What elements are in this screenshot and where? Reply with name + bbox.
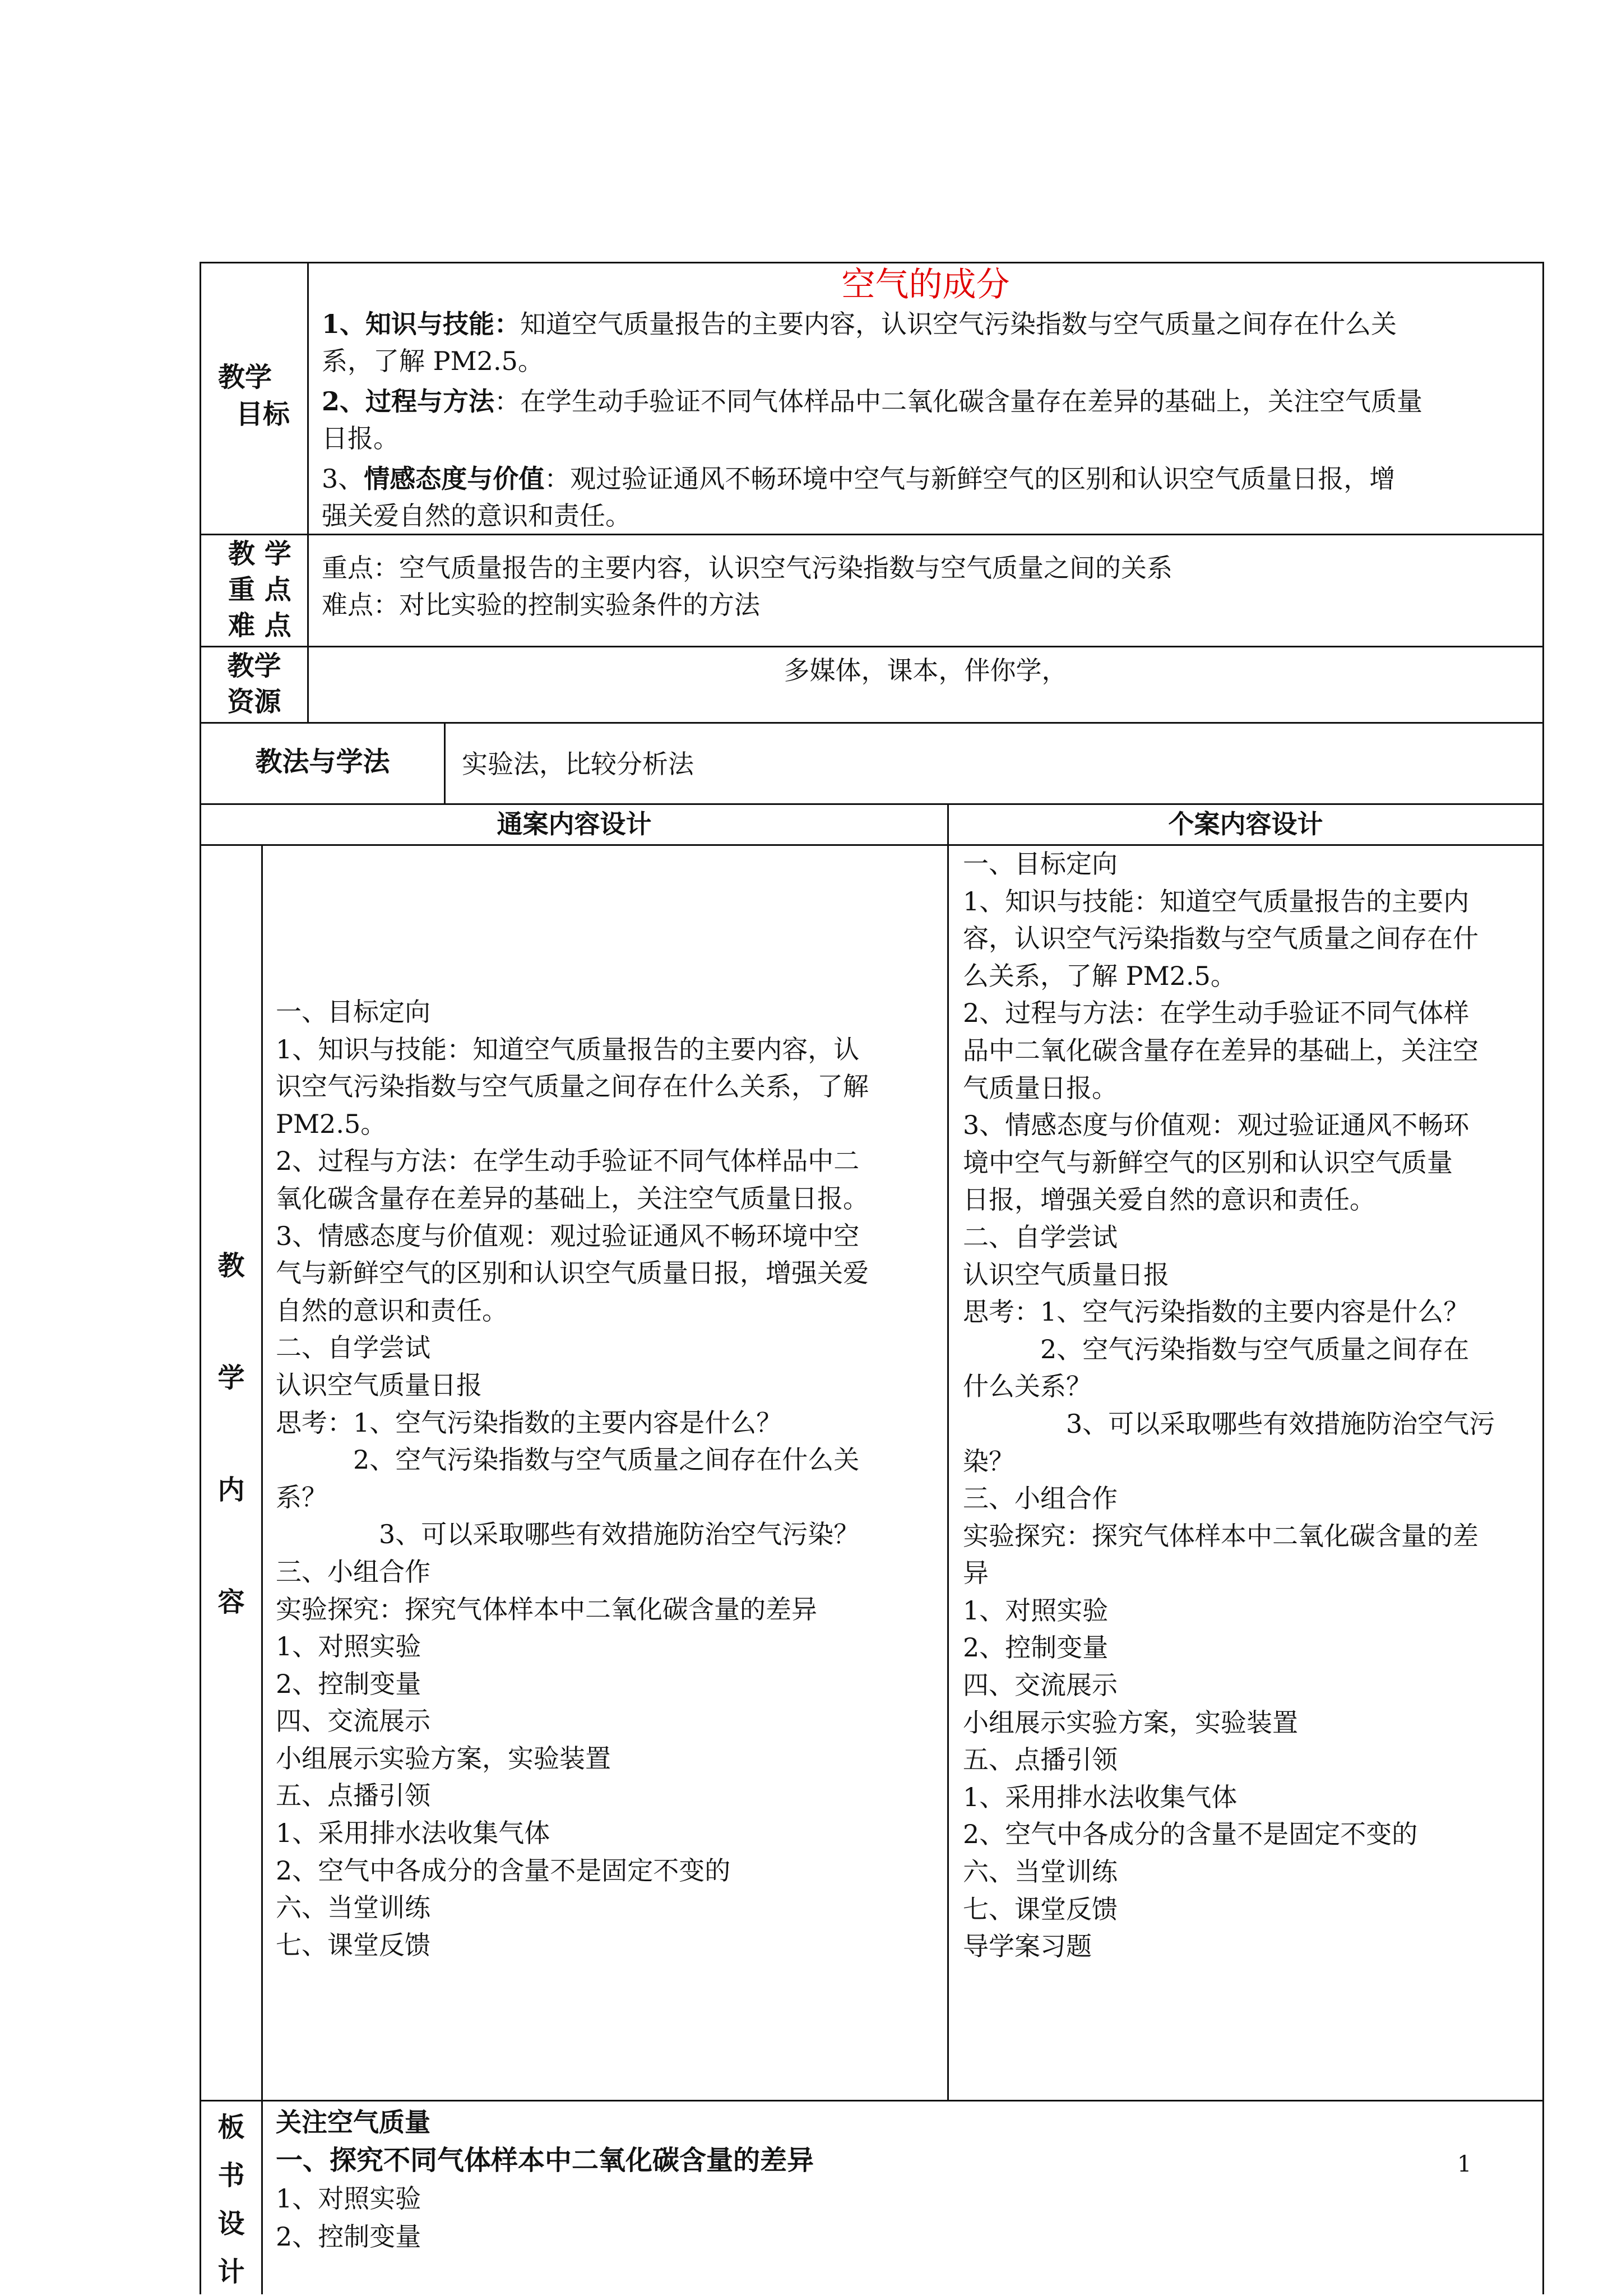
individual-line: 三、小组合作	[963, 1483, 1118, 1514]
board-label-char-2: 书	[217, 2160, 245, 2191]
individual-line: 1、对照实验	[963, 1595, 1109, 1626]
label-col-divider-bottom	[261, 844, 263, 2294]
individual-line: 3、情感态度与价值观：观过验证通风不畅环	[963, 1110, 1470, 1141]
general-line: 3、情感态度与价值观：观过验证通风不畅环境中空	[276, 1220, 860, 1251]
individual-line: 日报，增强关爱自然的意识和责任。	[963, 1184, 1375, 1215]
individual-line: 六、当堂训练	[963, 1857, 1118, 1887]
board-line: 2、控制变量	[276, 2221, 421, 2252]
board-label-char-4: 计	[217, 2256, 245, 2288]
key-points-text	[322, 549, 1538, 623]
general-line: 七、课堂反馈	[276, 1929, 430, 1960]
individual-line: 2、控制变量	[963, 1632, 1109, 1663]
resources-text: 多媒体，课本，伴你学，	[784, 655, 1068, 686]
focus-point: 重点：空气质量报告的主要内容，认识空气污染指数与空气质量之间的关系	[322, 553, 1173, 583]
general-line: 一、目标定向	[276, 997, 430, 1027]
individual-line: 2、空气污染指数与空气质量之间存在	[963, 1334, 1470, 1364]
general-line: 三、小组合作	[276, 1556, 430, 1587]
individual-line: 1、采用排水法收集气体	[963, 1781, 1238, 1812]
board-label-char-1: 板	[217, 2112, 245, 2143]
page-number: 1	[1457, 2151, 1472, 2177]
individual-line: 导学案习题	[963, 1931, 1092, 1962]
individual-line: 2、空气中各成分的含量不是固定不变的	[963, 1819, 1418, 1850]
row-divider-3	[200, 722, 1544, 724]
general-line: 2、控制变量	[276, 1668, 421, 1699]
general-line: 氧化碳含量存在差异的基础上，关注空气质量日报。	[276, 1183, 869, 1214]
methods-col-divider	[444, 722, 446, 804]
individual-line: 1、知识与技能：知道空气质量报告的主要内	[963, 886, 1470, 916]
content-label-char-3: 内	[217, 1474, 245, 1506]
board-label-char-3: 设	[217, 2208, 245, 2239]
content-label-char-1: 教	[217, 1250, 245, 1281]
key-points-label-line-2: 重 点	[228, 574, 291, 605]
individual-line: 四、交流展示	[963, 1670, 1118, 1701]
individual-line: 七、课堂反馈	[963, 1894, 1118, 1924]
objective-2: 2、过程与方法：在学生动手验证不同气体样品中二氧化碳含量存在差异的基础上，关注空气质量	[322, 386, 1423, 416]
general-line: PM2.5。	[276, 1108, 387, 1139]
objective-3-cont: 强关爱自然的意识和责任。	[322, 501, 631, 531]
general-line: 1、采用排水法收集气体	[276, 1818, 550, 1849]
individual-line: 小组展示实验方案，实验装置	[963, 1707, 1298, 1738]
general-line: 六、当堂训练	[276, 1892, 430, 1923]
key-points-label	[201, 536, 307, 644]
individual-line: 二、自学尝试	[963, 1221, 1118, 1252]
individual-line: 认识空气质量日报	[963, 1259, 1169, 1290]
content-label	[201, 1247, 261, 1621]
methods-text: 实验法，比较分析法	[462, 749, 694, 779]
individual-line: 实验探究：探究气体样本中二氧化碳含量的差	[963, 1520, 1479, 1551]
objective-1: 1、知识与技能：知道空气质量报告的主要内容，认识空气污染指数与空气质量之间存在什么关	[322, 309, 1397, 339]
individual-line: 五、点播引领	[963, 1744, 1118, 1775]
individual-line: 容，认识空气污染指数与空气质量之间存在什	[963, 923, 1479, 954]
methods-label: 教法与学法	[255, 746, 390, 777]
general-line: 3、可以采取哪些有效措施防治空气污染？	[276, 1519, 860, 1550]
general-line: 气与新鲜空气的区别和认识空气质量日报，增强关爱	[276, 1258, 869, 1289]
general-line: 认识空气质量日报	[276, 1369, 482, 1400]
key-points-label-line-1: 教 学	[228, 538, 291, 570]
individual-line: 染？	[963, 1446, 1014, 1476]
general-line: 1、对照实验	[276, 1631, 421, 1662]
difficulty-point: 难点：对比实验的控制实验条件的方法	[322, 590, 760, 620]
objectives-label-line-1: 教学	[218, 362, 272, 393]
objective-2-cont: 日报。	[322, 423, 399, 453]
individual-line: 什么关系？	[963, 1371, 1092, 1402]
objectives-label	[201, 359, 307, 433]
individual-design-content	[963, 845, 1540, 1965]
design-col-divider	[947, 803, 949, 2101]
page-title: 空气的成分	[841, 265, 1010, 304]
individual-line: 气质量日报。	[963, 1072, 1118, 1103]
individual-line: 2、过程与方法：在学生动手验证不同气体样	[963, 998, 1470, 1029]
general-line: 2、空气污染指数与空气质量之间存在什么关	[276, 1445, 860, 1475]
individual-line: 一、目标定向	[963, 849, 1118, 879]
objectives-label-line-2: 目标	[236, 399, 290, 430]
general-line: 思考：1、空气污染指数的主要内容是什么？	[276, 1407, 782, 1438]
board-line: 一、探究不同气体样本中二氧化碳含量的差异	[276, 2145, 814, 2176]
individual-line: 思考：1、空气污染指数的主要内容是什么？	[963, 1297, 1470, 1327]
row-divider-2	[200, 646, 1544, 647]
resources-label	[201, 648, 307, 720]
objectives-text	[322, 305, 1538, 534]
individual-design-header: 个案内容设计	[1168, 809, 1323, 839]
resources-label-line-2: 资源	[227, 686, 281, 718]
general-line: 2、空气中各成分的含量不是固定不变的	[276, 1855, 731, 1886]
individual-line: 3、可以采取哪些有效措施防治空气污	[963, 1408, 1495, 1439]
general-line: 系？	[276, 1482, 327, 1512]
general-line: 二、自学尝试	[276, 1332, 430, 1363]
table-border-right	[1542, 262, 1544, 2294]
row-divider-6	[200, 2100, 1544, 2101]
general-line: 实验探究：探究气体样本中二氧化碳含量的差异	[276, 1594, 817, 1624]
key-points-label-line-3: 难 点	[228, 610, 291, 641]
general-line: 1、知识与技能：知道空气质量报告的主要内容，认	[276, 1034, 860, 1064]
general-design-header: 通案内容设计	[497, 809, 652, 839]
general-line: 四、交流展示	[276, 1706, 430, 1737]
content-label-char-2: 学	[217, 1362, 245, 1394]
board-line: 1、对照实验	[276, 2183, 421, 2214]
board-label	[201, 2103, 261, 2296]
individual-line: 境中空气与新鲜空气的区别和认识空气质量	[963, 1147, 1453, 1178]
objective-3: 3、情感态度与价值：观过验证通风不畅环境中空气与新鲜空气的区别和认识空气质量日报，增	[322, 464, 1396, 494]
board-content	[276, 2103, 1531, 2256]
general-line: 自然的意识和责任。	[276, 1295, 508, 1326]
general-line: 小组展示实验方案，实验装置	[276, 1743, 611, 1774]
general-design-content	[276, 993, 943, 1964]
individual-line: 么关系，了解 PM2.5。	[963, 960, 1236, 991]
general-line: 识空气污染指数与空气质量之间存在什么关系，了解	[276, 1071, 869, 1102]
individual-line: 品中二氧化碳含量存在差异的基础上，关注空	[963, 1035, 1479, 1066]
resources-label-line-1: 教学	[227, 650, 281, 682]
general-line: 五、点播引领	[276, 1780, 430, 1811]
objective-1-cont: 系，了解 PM2.5。	[322, 346, 544, 376]
individual-line: 异	[963, 1558, 989, 1589]
general-line: 2、过程与方法：在学生动手验证不同气体样品中二	[276, 1146, 860, 1177]
board-line: 关注空气质量	[276, 2107, 430, 2137]
row-divider-4	[200, 803, 1544, 805]
content-label-char-4: 容	[217, 1586, 245, 1618]
